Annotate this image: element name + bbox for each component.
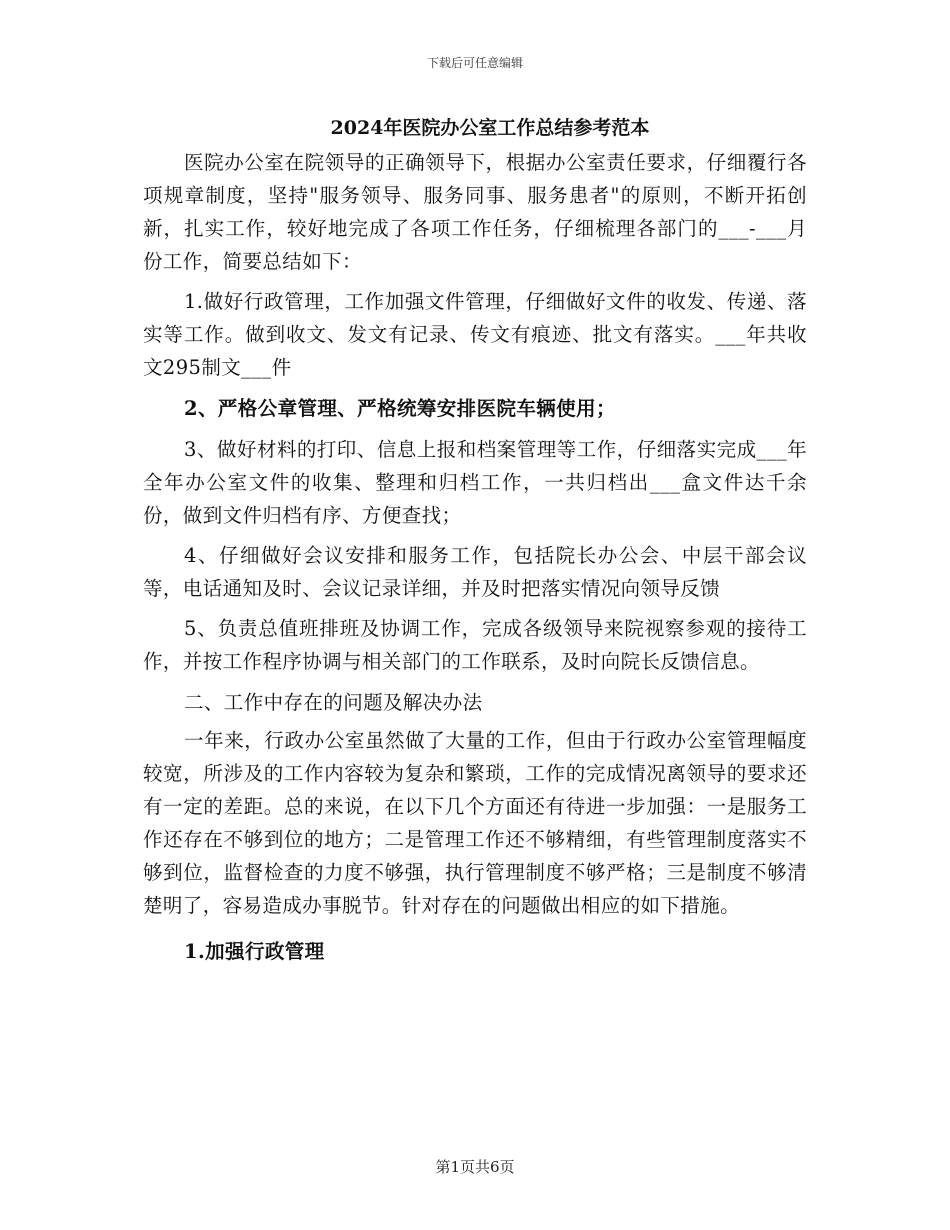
item-3-paragraph: 3、做好材料的打印、信息上报和档案管理等工作，仔细落实完成___年全年办公室文件的收集、整理和归档工作，一共归档出___盒文件达千余份，做到文件归档有序、方便查找； [143, 438, 807, 527]
header-note: 下载后可任意编辑 [426, 56, 523, 70]
problems-paragraph: 一年来，行政办公室虽然做了大量的工作，但由于行政办公室管理幅度较宽，所涉及的工作内容较为复杂和繁琐，工作的完成情况离领导的要求还有一定的差距。总的来说，在以下几个方面还有待进一步加强：一是服务工作还存在不够到位的地方；二是管理工作还不够精细，有些管理制度落实不够到位，监督检查的力度不够强，执行管理制度不够严格；三是制度不够清楚明了，容易造成办事脱节。针对存在的问题做出相应的如下措施。 [143, 729, 807, 917]
subsection-1-heading: 1.加强行政管理 [184, 940, 325, 963]
intro-paragraph: 医院办公室在院领导的正确领导下，根据办公室责任要求，仔细覆行各项规章制度，坚持"服务领导、服务同事、服务患者"的原则，不断开拓创新，扎实工作，较好地完成了各项工作任务，仔细梳理各部门的___-___月份工作，简要总结如下： [143, 151, 807, 273]
document-body [143, 112, 807, 968]
item-5-paragraph: 5、负责总值班排班及协调工作，完成各级领导来院视察参观的接待工作，并按工作程序协调与相关部门的工作联系，及时向院长反馈信息。 [143, 617, 807, 673]
section-2-heading: 二、工作中存在的问题及解决办法 [184, 691, 483, 714]
item-2-heading: 2、严格公章管理、严格统筹安排医院车辆使用； [184, 397, 616, 420]
document-title: 2024年医院办公室工作总结参考范本 [330, 117, 650, 139]
item-1-paragraph: 1.做好行政管理，工作加强文件管理，仔细做好文件的收发、传递、落实等工作。做到收文、发文有记录、传文有痕迹、批文有落实。___年共收文295制文___件 [143, 290, 807, 379]
item-4-paragraph: 4、仔细做好会议安排和服务工作，包括院长办公会、中层干部会议等，电话通知及时、会议记录详细，并及时把落实情况向领导反馈 [143, 544, 807, 600]
page-indicator: 第1页共6页 [435, 1158, 515, 1176]
